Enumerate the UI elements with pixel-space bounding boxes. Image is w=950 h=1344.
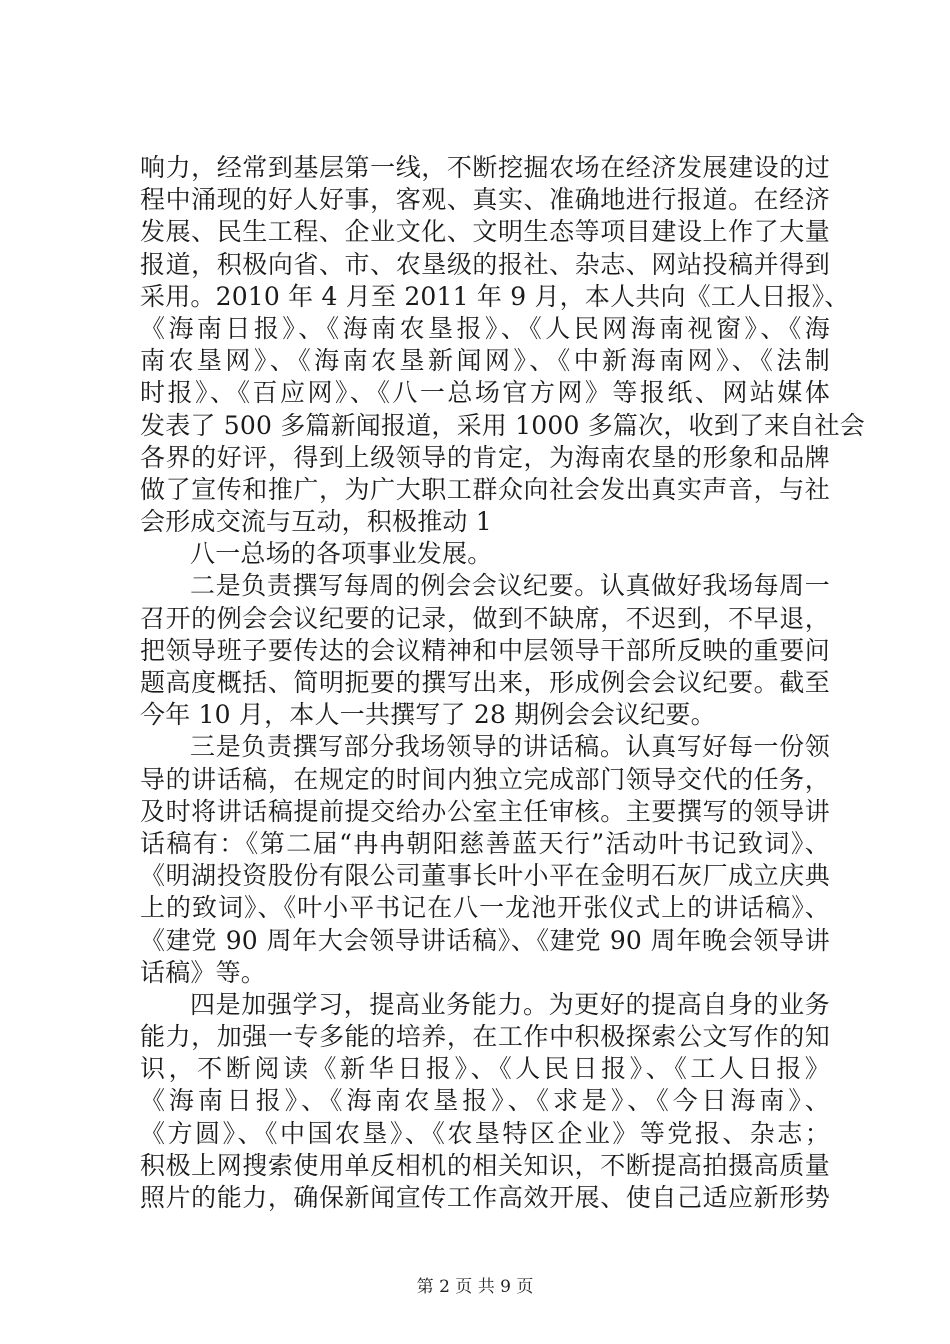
text-line: 采用。2010 年 4 月至 2011 年 9 月，本人共向《工人日报》、	[140, 281, 850, 311]
text-line: 话稿有：《第二届“冉冉朝阳慈善蓝天行”活动叶书记致词》、	[140, 828, 830, 858]
text-line: 《海南日报》、《海南农垦报》、《求是》、《今日海南》、	[140, 1086, 830, 1116]
text-line: 积极上网搜索使用单反相机的相关知识，不断提高拍摄高质量	[140, 1150, 830, 1180]
text-line: 会形成交流与互动，积极推动 1	[140, 507, 492, 537]
text-line: 识，不断阅读《新华日报》、《人民日报》、《工人日报》	[140, 1054, 830, 1084]
text-line: 召开的例会会议纪要的记录，做到不缺席，不迟到，不早退，	[140, 603, 830, 633]
text-line: 能力，加强一专多能的培养，在工作中积极探索公文写作的知	[140, 1022, 830, 1052]
text-line: 《方圆》、《中国农垦》、《农垦特区企业》等党报、杂志；	[140, 1118, 830, 1148]
text-line: 及时将讲话稿提前提交给办公室主任审核。主要撰写的领导讲	[140, 796, 830, 826]
text-line: 响力，经常到基层第一线，不断挖掘农场在经济发展建设的过	[140, 153, 830, 182]
text-line: 今年 10 月，本人一共撰写了 28 期例会会议纪要。	[140, 700, 716, 730]
page-number-footer: 第 2 页 共 9 页	[416, 1277, 534, 1297]
text-line: 话稿》等。	[140, 957, 267, 987]
text-line: 发展、民生工程、企业文化、文明生态等项目建设上作了大量	[140, 217, 830, 247]
document-body	[140, 152, 865, 1214]
text-line: 三是负责撰写部分我场领导的讲话稿。认真写好每一份领	[190, 732, 830, 762]
text-line: 《建党 90 周年大会领导讲话稿》、《建党 90 周年晚会领导讲	[140, 925, 830, 955]
text-line: 发表了 500 多篇新闻报道，采用 1000 多篇次，收到了来自社会	[140, 410, 865, 440]
text-line: 二是负责撰写每周的例会会议纪要。认真做好我场每周一	[190, 571, 830, 601]
text-line: 时报》、《百应网》、《八一总场官方网》等报纸、网站媒体	[140, 378, 830, 408]
text-line: 四是加强学习，提高业务能力。为更好的提高自身的业务	[190, 989, 830, 1019]
text-line: 《明湖投资股份有限公司董事长叶小平在金明石灰厂成立庆典	[140, 861, 830, 891]
text-line: 照片的能力，确保新闻宣传工作高效开展、使自己适应新形势	[140, 1183, 830, 1212]
text-line: 题高度概括、简明扼要的撰写出来，形成例会会议纪要。截至	[140, 668, 830, 697]
text-line: 南农垦网》、《海南农垦新闻网》、《中新海南网》、《法制	[140, 346, 830, 376]
text-line: 把领导班子要传达的会议精神和中层领导干部所反映的重要问	[140, 635, 830, 665]
text-line: 八一总场的各项事业发展。	[190, 539, 493, 569]
text-line: 导的讲话稿，在规定的时间内独立完成部门领导交代的任务，	[140, 764, 830, 794]
text-line: 报道，积极向省、市、农垦级的报社、杂志、网站投稿并得到	[140, 249, 830, 279]
text-line: 程中涌现的好人好事，客观、真实、准确地进行报道。在经济	[140, 185, 830, 215]
text-line: 各界的好评，得到上级领导的肯定，为海南农垦的形象和品牌	[140, 442, 830, 472]
text-line: 做了宣传和推广，为广大职工群众向社会发出真实声音，与社	[140, 474, 830, 504]
text-line: 《海南日报》、《海南农垦报》、《人民网海南视窗》、《海	[140, 313, 830, 343]
text-line: 上的致词》、《叶小平书记在八一龙池开张仪式上的讲话稿》、	[140, 893, 830, 923]
